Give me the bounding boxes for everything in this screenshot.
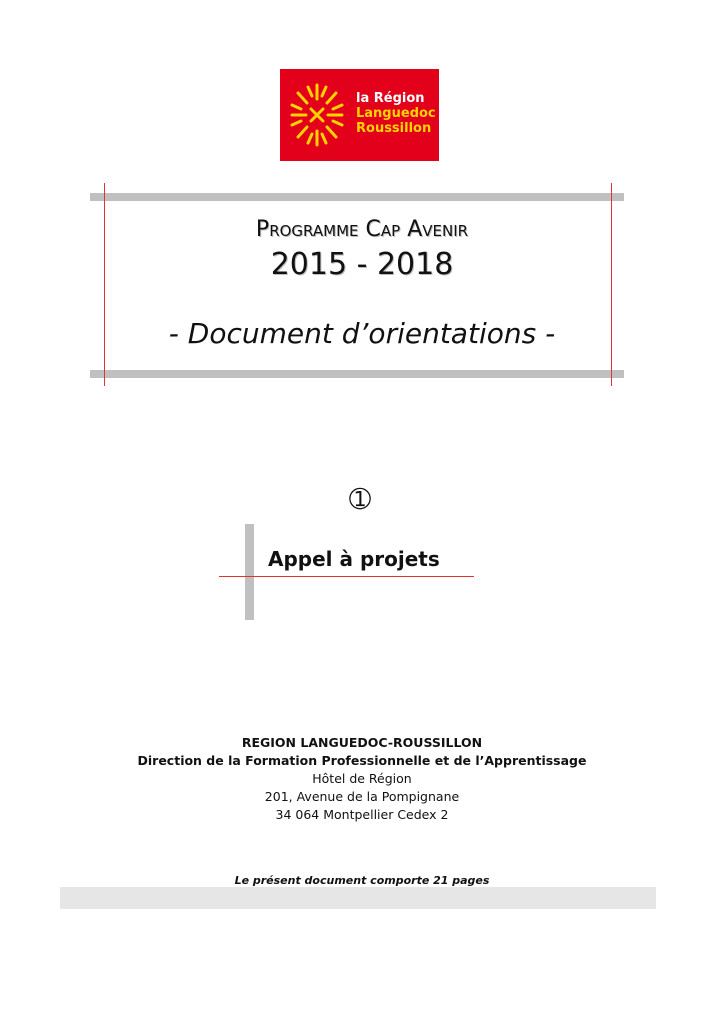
programme-years: 2015 - 2018 [270, 247, 454, 282]
page-count-note: Le présent document comporte 21 pages [234, 874, 490, 887]
logo-line-3: Roussillon [356, 121, 432, 136]
title-top-rule [90, 193, 624, 201]
region-cross-icon [286, 79, 348, 151]
address-region: REGION LANGUEDOC-ROUSSILLON [241, 735, 483, 750]
title-bottom-rule [90, 370, 624, 378]
address-street: 201, Avenue de la Pompignane [264, 789, 460, 804]
logo-line-2: Languedoc [356, 106, 436, 121]
address-hotel: Hôtel de Région [312, 771, 412, 786]
address-block [0, 734, 724, 824]
footer-band [60, 887, 656, 909]
programme-initial: P [255, 217, 270, 242]
address-city: 34 064 Montpellier Cedex 2 [275, 807, 449, 822]
avenir-rest: VENIR [422, 222, 469, 240]
avenir-initial: A [407, 217, 423, 242]
logo-wordmark [356, 91, 436, 136]
section-vertical-bar [245, 524, 254, 620]
section-heading: Appel à projets [268, 547, 440, 571]
programme-rest: ROGRAMME [269, 222, 359, 240]
cap-rest: AP [380, 222, 401, 240]
programme-title [0, 217, 724, 242]
document-subtitle: - Document d’orientations - [168, 317, 556, 350]
title-left-rule [104, 183, 105, 386]
logo-line-1: la Région [356, 91, 425, 106]
address-direction: Direction de la Formation Professionnelle et de l’Apprentissage [137, 753, 587, 768]
region-logo [280, 69, 439, 161]
section-number: ➀ [349, 485, 371, 515]
cap-initial: C [365, 217, 381, 242]
title-right-rule [611, 183, 612, 386]
section-underline [219, 576, 474, 577]
